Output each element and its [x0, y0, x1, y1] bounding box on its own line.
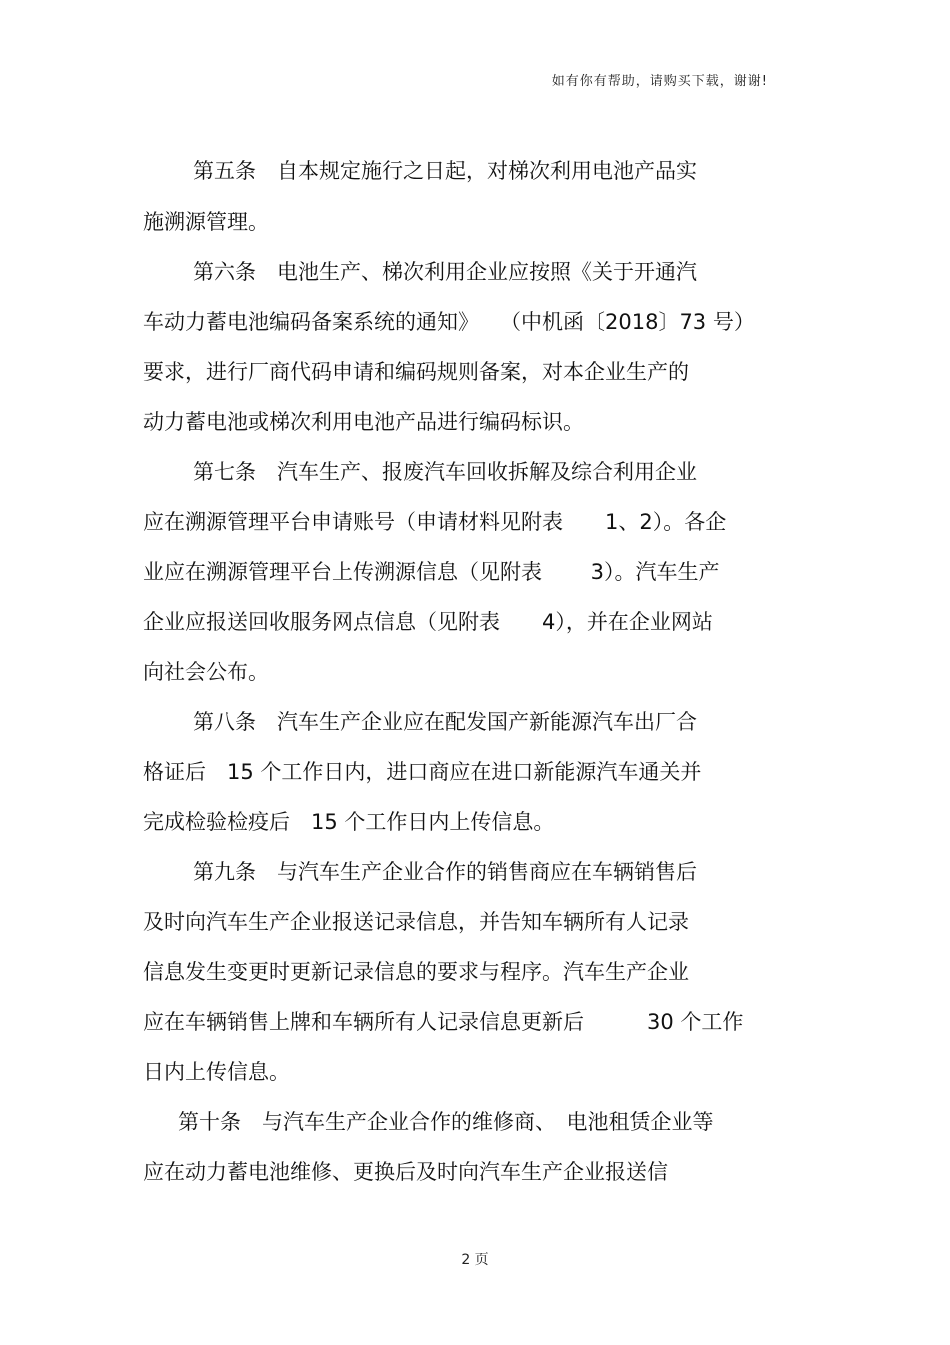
page-number: 2 页: [461, 1252, 489, 1268]
text-line: 应在车辆销售上牌和车辆所有人记录信息更新后 30 个工作: [143, 1010, 744, 1034]
text-line: 第九条 与汽车生产企业合作的销售商应在车辆销售后: [193, 860, 697, 884]
text-line: 第六条 电池生产、梯次利用企业应按照《关于开通汽: [193, 260, 697, 284]
text-line: 要求，进行厂商代码申请和编码规则备案，对本企业生产的: [143, 360, 689, 384]
text-line: 第七条 汽车生产、报废汽车回收拆解及综合利用企业: [193, 460, 697, 484]
text-line: 格证后 15 个工作日内，进口商应在进口新能源汽车通关并: [143, 760, 702, 784]
text-line: 动力蓄电池或梯次利用电池产品进行编码标识。: [143, 410, 584, 434]
text-line: 应在动力蓄电池维修、更换后及时向汽车生产企业报送信: [143, 1160, 668, 1184]
text-line: 及时向汽车生产企业报送记录信息，并告知车辆所有人记录: [143, 910, 689, 934]
text-line: 业应在溯源管理平台上传溯源信息（见附表 3）。汽车生产: [143, 560, 720, 584]
header-note: 如有你有帮助，请购买下载，谢谢!: [551, 74, 768, 89]
text-line: 施溯源管理。: [143, 210, 269, 234]
text-line: 车动力蓄电池编码备案系统的通知》 （中机函〔2018〕73 号）: [143, 310, 755, 334]
text-line: 企业应报送回收服务网点信息（见附表 4），并在企业网站: [143, 610, 713, 634]
text-line: 向社会公布。: [143, 660, 269, 684]
text-line: 日内上传信息。: [143, 1060, 290, 1084]
text-line: 完成检验检疫后 15 个工作日内上传信息。: [143, 810, 555, 834]
text-line: 第十条 与汽车生产企业合作的维修商、 电池租赁企业等: [178, 1110, 714, 1134]
text-line: 第八条 汽车生产企业应在配发国产新能源汽车出厂合: [193, 710, 697, 734]
text-line: 第五条 自本规定施行之日起，对梯次利用电池产品实: [193, 159, 697, 183]
text-line: 信息发生变更时更新记录信息的要求与程序。汽车生产企业: [143, 960, 689, 984]
text-line: 应在溯源管理平台申请账号（申请材料见附表 1、2）。各企: [143, 510, 727, 534]
